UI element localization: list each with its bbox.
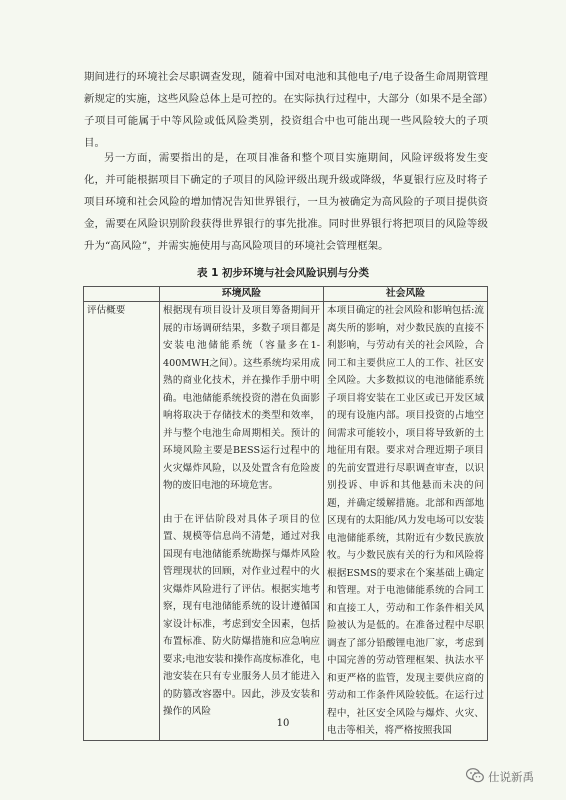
wechat-icon (466, 768, 488, 786)
header-social-risk: 社会风险 (324, 287, 488, 302)
watermark-text: 仕说新禹 (488, 770, 534, 784)
env-risk-cell (160, 302, 324, 741)
table-row (84, 302, 488, 741)
table-header-row (84, 287, 488, 302)
env-risk-text-2: 由于在评估阶段对具体子项目的位置、规模等信息尚不清楚，通过对我国现有电池储能系统勘探与爆炸风险管理现状的回顾，对作业过程中的火灾爆炸风险进行了评估。根据实地考察，现有电池储能系统的设计遵循国家设计标准，考虑到安全因素，包括布置标准、防火防爆措施和应急响应要求;电池安装和操作高度标准化，电池安装在只有专业服务人员才能进入的防篡改容器中。因此，涉及安装和操作的风险 (163, 513, 320, 717)
social-risk-text: 本项目确定的社会风险和影响包括:流离失所的影响，对少数民族的直接不利影响，与劳动有关的社会风险，合同工和主要供应工人的工作、社区安全风险。大多数拟议的电池储能系统子项目将安装在工业区或已开发区域的现有设施内部。项目投资的占地空间需求可能较小，项目将导致新的土地征用有限。要求对合理近期子项目的先前安置进行尽职调查审查，以识别投诉、申诉和其他悬而未决的问题，并确定缓解措施。北部和西部地区现有的太阳能/风力发电场可以安装电池储能系统，其附近有少数民族放牧。与少数民族有关的行为和风险将根据ESMS的要求在个案基础上确定和管理。对于电池储能系统的合同工和直接工人，劳动和工作条件相关风险被认为是低的。在准备过程中尽职调查了部分铅酸锂电池厂家，考虑到中国完善的劳动管理框架、执法水平和更严格的监管，发现主要供应商的劳动和工作条件风险较低。在运行过程中，社区安全风险与爆炸、火灾、电击等相关，将严格按照我国 (327, 305, 484, 736)
social-risk-cell (324, 302, 488, 741)
watermark (466, 768, 534, 786)
table-caption: 表 1 初步环境与社会风险识别与分类 (196, 267, 370, 279)
body-paragraph-2: 另一方面，需要指出的是，在项目准备和整个项目实施期间，风险评级将发生变化，并可能根据项目下确定的子项目的风险评级出现升级或降级，华夏银行应及时将子项目环境和社会风险的增加情况告知世界银行，一旦为被确定为高风险的子项目提供资金，需要在风险识别阶段获得世界银行的事先批准。同时世界银行将把项目的风险等级升为“高风险”，并需实施使用与高风险项目的环境社会管理框架。 (84, 152, 488, 252)
header-env-risk: 环境风险 (160, 287, 324, 302)
page-number: 10 (276, 718, 290, 729)
env-risk-text-1: 根据现有项目设计及项目筹备期间开展的市场调研结果，多数子项目都是安装电池储能系统（容量多在1-400MWH之间）。这些系统均采用成熟的商业化技术，并在操作手册中明确。电池储能系统投资的潜在负面影响将取决于存储技术的类型和效率，并与整个电池生命周期相关。预计的环境风险主要是BESS运行过程中的火灾爆炸风险，以及处置含有危险废物的废旧电池的环境危害。 (163, 305, 320, 491)
risk-table (83, 286, 488, 741)
header-empty (84, 287, 160, 302)
body-paragraph-1: 期间进行的环境社会尽职调查发现，随着中国对电池和其他电子/电子设备生命周期管理新规定的实施，这些风险总体上是可控的。在实际执行过程中，大部分（如果不是全部）子项目可能属于中等风险或低风险类别，投资组合中也可能出现一些风险较大的子项目。 (84, 71, 488, 149)
row-label: 评估概要 (84, 302, 160, 741)
